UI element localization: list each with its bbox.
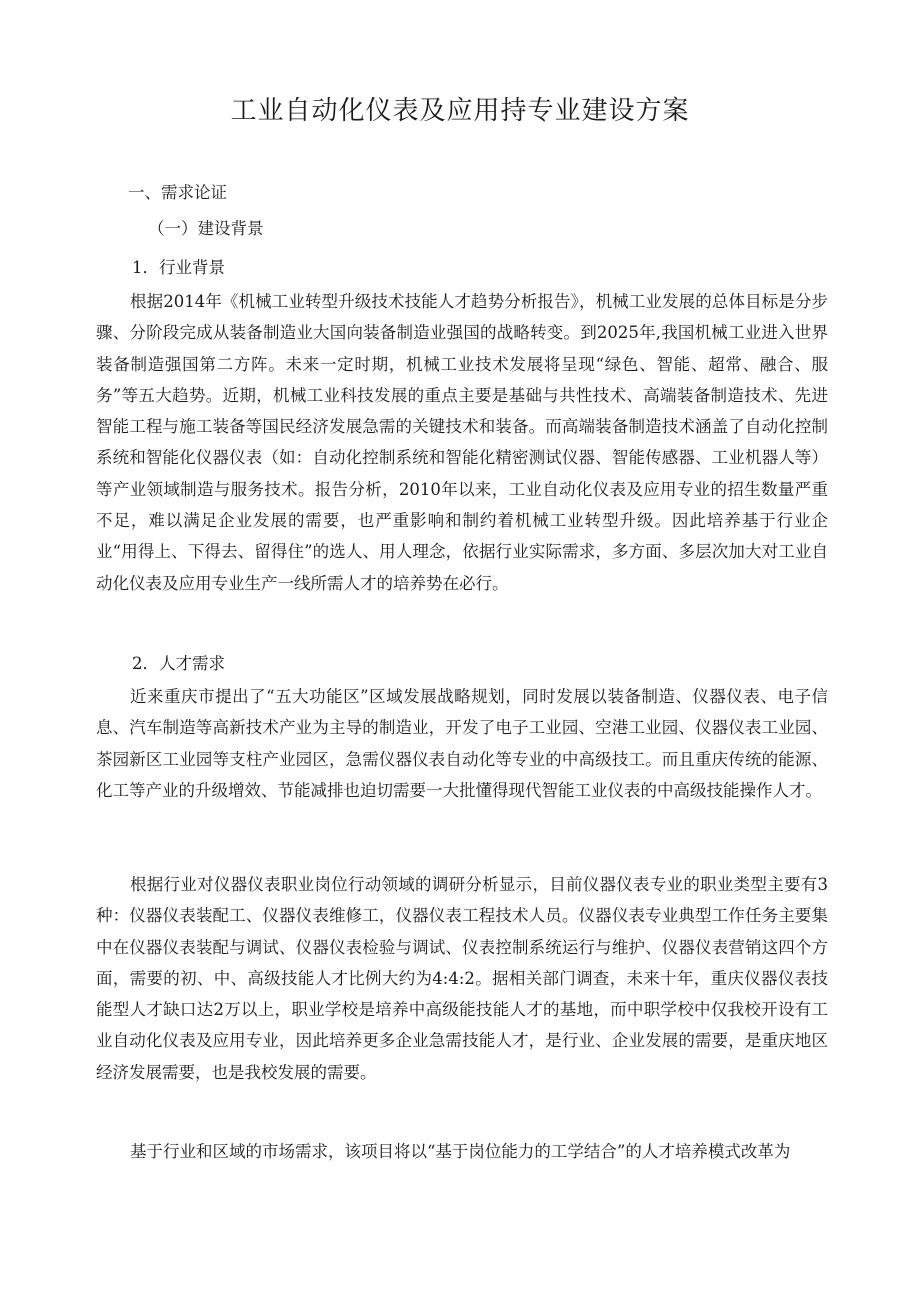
item-heading-talent-demand: 2．人才需求 [132,654,225,673]
paragraph-market-demand: 基于行业和区域的市场需求，该项目将以“基于岗位能力的工学结合”的人才培养模式改革为 [130,1142,791,1161]
document-title: 工业自动化仪表及应用持专业建设方案 [230,96,690,126]
paragraph-industry-background: 根据2014年《机械工业转型升级技术技能人才趋势分析报告》，机械工业发展的总体目标是分步骤、分阶段完成从装备制造业大国向装备制造业强国的战略转变。到2025年,我国机械工业进入世界装备制造强国第二方阵。未来一定时期，机械工业技术发展将呈现“绿色、智能、超常、融合、服务”等五大趋势。近期，机械工业科技发展的重点主要是基础与共性技术、高端装备制造技术、先进智能工程与施工装备等国民经济发展急需的关键技术和装备。而高端装备制造技术涵盖了自动化控制系统和智能化仪器仪表（如：自动化控制系统和智能化精密测试仪器、智能传感器、工业机器人等）等产业领域制造与服务技术。报告分析，2010年以来，工业自动化仪表及应用专业的招生数量严重不足，难以满足企业发展的需要，也严重影响和制约着机械工业转型升级。因此培养基于行业企业“用得上、下得去、留得住”的选人、用人理念，依据行业实际需求，多方面、多层次加大对工业自动化仪表及应用专业生产一线所需人才的培养势在必行。 [96,292,828,593]
section-heading-demand: 一、需求论证 [128,183,227,202]
item-heading-industry: 1．行业背景 [132,258,225,277]
paragraph-talent-demand-2: 根据行业对仪器仪表职业岗位行动领域的调研分析显示，目前仪器仪表专业的职业类型主要有3种：仪器仪表装配工、仪器仪表维修工，仪器仪表工程技术人员。仪器仪表专业典型工作任务主要集中在仪器仪表装配与调试、仪器仪表检验与调试、仪表控制系统运行与维护、仪器仪表营销这四个方面，需要的初、中、高级技能人才比例大约为4:4:2。据相关部门调查，未来十年，重庆仪器仪表技能型人才缺口达2万以上，职业学校是培养中高级能技能人才的基地，而中职学校中仅我校开设有工业自动化仪表及应用专业，因此培养更多企业急需技能人才，是行业、企业发展的需要，是重庆地区经济发展需要，也是我校发展的需要。 [96,875,828,1082]
paragraph-talent-demand-1: 近来重庆市提出了“五大功能区”区域发展战略规划，同时发展以装备制造、仪器仪表、电子信息、汽车制造等高新技术产业为主导的制造业，开发了电子工业园、空港工业园、仪器仪表工业园、茶园新区工业园等支柱产业园区，急需仪器仪表自动化等专业的中高级技工。而且重庆传统的能源、化工等产业的升级增效、节能减排也迫切需要一大批懂得现代智能工业仪表的中高级技能操作人才。 [96,687,828,800]
subsection-heading-background: （一）建设背景 [148,219,264,238]
